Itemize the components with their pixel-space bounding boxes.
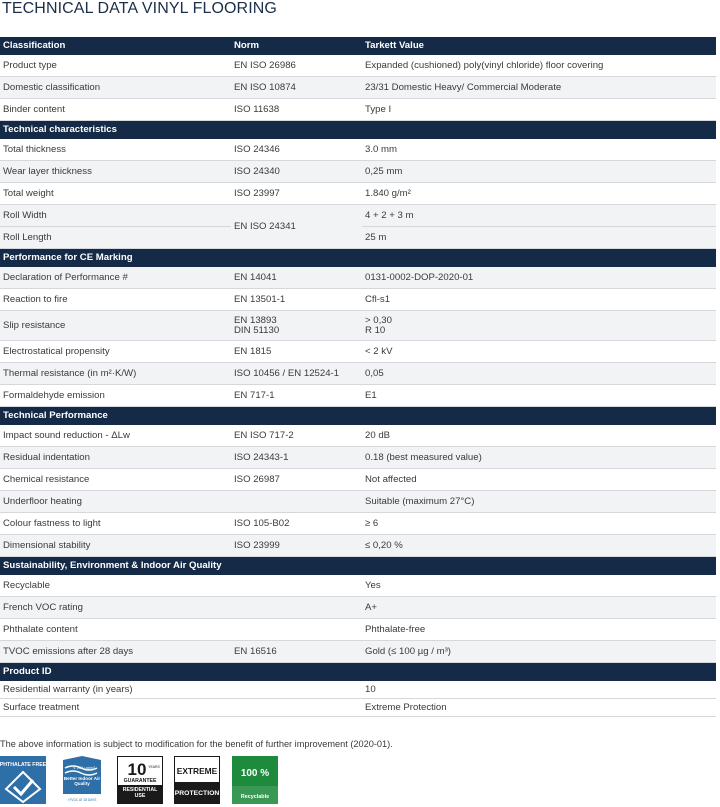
cell-property: Chemical resistance xyxy=(0,469,231,491)
cell-property: Declaration of Performance # xyxy=(0,267,231,289)
cell-property: Electrostatical propensity xyxy=(0,341,231,363)
badge-text-wrap xyxy=(118,787,162,803)
indoor-air-quality-badge xyxy=(59,756,105,804)
cell-value: 3.0 mm xyxy=(362,139,716,161)
table-row xyxy=(0,619,716,641)
extreme-protection-badge xyxy=(174,756,220,804)
table-row xyxy=(0,77,716,99)
table-row xyxy=(0,699,716,717)
table-row xyxy=(0,447,716,469)
cell-norm: EN 1815 xyxy=(231,341,362,363)
disclaimer-note: The above information is subject to modification for the benefit of further improvement (2020-01). xyxy=(0,739,393,749)
section-title: Performance for CE Marking xyxy=(0,249,716,267)
cell-value: E1 xyxy=(362,385,716,407)
cell-norm: EN 14041 xyxy=(231,267,362,289)
section-title: Technical Performance xyxy=(0,407,716,425)
cell-value: < 2 kV xyxy=(362,341,716,363)
cell-value: Expanded (cushioned) poly(vinyl chloride) floor covering xyxy=(362,55,716,77)
cell-value: A+ xyxy=(362,597,716,619)
table-row xyxy=(0,513,716,535)
section-title: Sustainability, Environment & Indoor Air Quality xyxy=(0,557,716,575)
table-row xyxy=(0,491,716,513)
table-row xyxy=(0,139,716,161)
cell-property: Formaldehyde emission xyxy=(0,385,231,407)
phthalate-free-badge xyxy=(0,756,46,804)
value-line: R 10 xyxy=(365,324,386,336)
cell-norm xyxy=(231,597,362,619)
cell-value: 10 xyxy=(362,681,716,699)
badge-text: Better Indoor Air Quality xyxy=(63,776,101,786)
value-line: > 0,30 xyxy=(365,314,392,326)
cell-value: 20 dB xyxy=(362,425,716,447)
table-row xyxy=(0,425,716,447)
header-cell: Classification xyxy=(0,37,231,55)
table-row xyxy=(0,55,716,77)
badge-text: YEARS xyxy=(148,765,160,769)
badge-text: EXTREME xyxy=(176,766,218,776)
section-header-sustainability xyxy=(0,557,716,575)
badge-text: »TVOC AT 28 DAYS xyxy=(67,798,97,802)
cell-norm xyxy=(231,311,362,341)
cell-property: Impact sound reduction - ΔLw xyxy=(0,425,231,447)
cell-property: Phthalate content xyxy=(0,619,231,641)
cell-property: Dimensional stability xyxy=(0,535,231,557)
table-row xyxy=(0,267,716,289)
cell-norm: ISO 11638 xyxy=(231,99,362,121)
cell-value: ≥ 6 xyxy=(362,513,716,535)
badge-text: RESIDENTIAL USE xyxy=(122,787,158,799)
section-header-technical-performance xyxy=(0,407,716,425)
badge-text: PHTHALATE FREE xyxy=(0,762,46,768)
cell-property: Slip resistance xyxy=(0,311,231,341)
cell-property: Product type xyxy=(0,55,231,77)
cell-norm: EN 13501-1 xyxy=(231,289,362,311)
cell-property: French VOC rating xyxy=(0,597,231,619)
norm-line: EN 13893 xyxy=(234,314,277,326)
table-row xyxy=(0,205,716,227)
cell-norm: EN ISO 24341 xyxy=(231,205,362,249)
table-row xyxy=(0,597,716,619)
table-row xyxy=(0,289,716,311)
badge-text: ≤ 100 µg/m³ xyxy=(73,765,95,770)
cell-norm: ISO 24343-1 xyxy=(231,447,362,469)
table-row xyxy=(0,161,716,183)
badge-text-wrap xyxy=(60,776,104,794)
table-row xyxy=(0,575,716,597)
cell-property: Underfloor heating xyxy=(0,491,231,513)
badge-text: 10 xyxy=(127,760,147,779)
cell-norm: EN ISO 26986 xyxy=(231,55,362,77)
cell-value xyxy=(362,311,716,341)
table-row xyxy=(0,363,716,385)
cell-norm xyxy=(231,491,362,513)
cell-value: 0.18 (best measured value) xyxy=(362,447,716,469)
cell-value: Not affected xyxy=(362,469,716,491)
table-row xyxy=(0,99,716,121)
cell-property: Residential warranty (in years) xyxy=(0,681,231,699)
cell-norm xyxy=(231,619,362,641)
cell-property: Roll Length xyxy=(0,227,231,249)
cell-property: Recyclable xyxy=(0,575,231,597)
header-cell: Tarkett Value xyxy=(362,37,716,55)
cell-norm: EN 717-1 xyxy=(231,385,362,407)
cell-property: Colour fastness to light xyxy=(0,513,231,535)
table-row xyxy=(0,183,716,205)
section-title: Product ID xyxy=(0,663,716,681)
cell-value: 25 m xyxy=(362,227,716,249)
cell-value: 0,05 xyxy=(362,363,716,385)
section-header-product-id xyxy=(0,663,716,681)
cell-property: Domestic classification xyxy=(0,77,231,99)
table-row xyxy=(0,311,716,341)
cell-value: Extreme Protection xyxy=(362,699,716,717)
cell-value: 23/31 Domestic Heavy/ Commercial Moderate xyxy=(362,77,716,99)
cell-property: Roll Width xyxy=(0,205,231,227)
cell-value: 0,25 mm xyxy=(362,161,716,183)
table-row xyxy=(0,469,716,491)
section-header-classification xyxy=(0,37,716,55)
table-row xyxy=(0,341,716,363)
warranty-badge xyxy=(117,756,163,804)
cell-norm: ISO 105-B02 xyxy=(231,513,362,535)
cell-norm: EN ISO 10874 xyxy=(231,77,362,99)
cell-value: ≤ 0,20 % xyxy=(362,535,716,557)
page-title: TECHNICAL DATA VINYL FLOORING xyxy=(2,0,277,17)
cell-property: Total thickness xyxy=(0,139,231,161)
norm-line: DIN 51130 xyxy=(234,324,280,336)
cell-value: 0131-0002-DOP-2020-01 xyxy=(362,267,716,289)
badge-text: PROTECTION xyxy=(174,790,220,797)
cell-property: Thermal resistance (in m²·K/W) xyxy=(0,363,231,385)
table-row xyxy=(0,535,716,557)
badge-text: 100 % xyxy=(240,768,270,779)
cell-property: Wear layer thickness xyxy=(0,161,231,183)
cell-norm: ISO 24340 xyxy=(231,161,362,183)
table-row xyxy=(0,641,716,663)
cell-norm: ISO 23997 xyxy=(231,183,362,205)
cell-value: 4 + 2 + 3 m xyxy=(362,205,716,227)
cell-norm xyxy=(231,699,362,717)
cell-property: Residual indentation xyxy=(0,447,231,469)
cell-norm: ISO 10456 / EN 12524-1 xyxy=(231,363,362,385)
cell-norm: ISO 23999 xyxy=(231,535,362,557)
badge-text: GUARANTEE xyxy=(123,778,157,784)
section-title: Technical characteristics xyxy=(0,121,716,139)
cell-property: Total weight xyxy=(0,183,231,205)
header-cell: Norm xyxy=(231,37,362,55)
cell-norm: ISO 26987 xyxy=(231,469,362,491)
cell-norm: EN ISO 717-2 xyxy=(231,425,362,447)
cell-value: Phthalate-free xyxy=(362,619,716,641)
cell-value: Type I xyxy=(362,99,716,121)
cell-property: Surface treatment xyxy=(0,699,231,717)
cell-norm xyxy=(231,575,362,597)
table-row xyxy=(0,385,716,407)
cell-value: Gold (≤ 100 µg / m³) xyxy=(362,641,716,663)
section-header-ce-marking xyxy=(0,249,716,267)
cell-value: Suitable (maximum 27°C) xyxy=(362,491,716,513)
recyclable-badge xyxy=(232,756,278,804)
cell-property: Reaction to fire xyxy=(0,289,231,311)
cell-norm xyxy=(231,681,362,699)
cell-norm: ISO 24346 xyxy=(231,139,362,161)
badge-text: Recyclable xyxy=(240,794,270,800)
cell-property: TVOC emissions after 28 days xyxy=(0,641,231,663)
section-header-technical-characteristics xyxy=(0,121,716,139)
cell-value: Cfl-s1 xyxy=(362,289,716,311)
cell-property: Binder content xyxy=(0,99,231,121)
tech-data-table xyxy=(0,37,716,717)
table-row xyxy=(0,681,716,699)
cell-norm: EN 16516 xyxy=(231,641,362,663)
cell-value: 1.840 g/m² xyxy=(362,183,716,205)
cell-value: Yes xyxy=(362,575,716,597)
